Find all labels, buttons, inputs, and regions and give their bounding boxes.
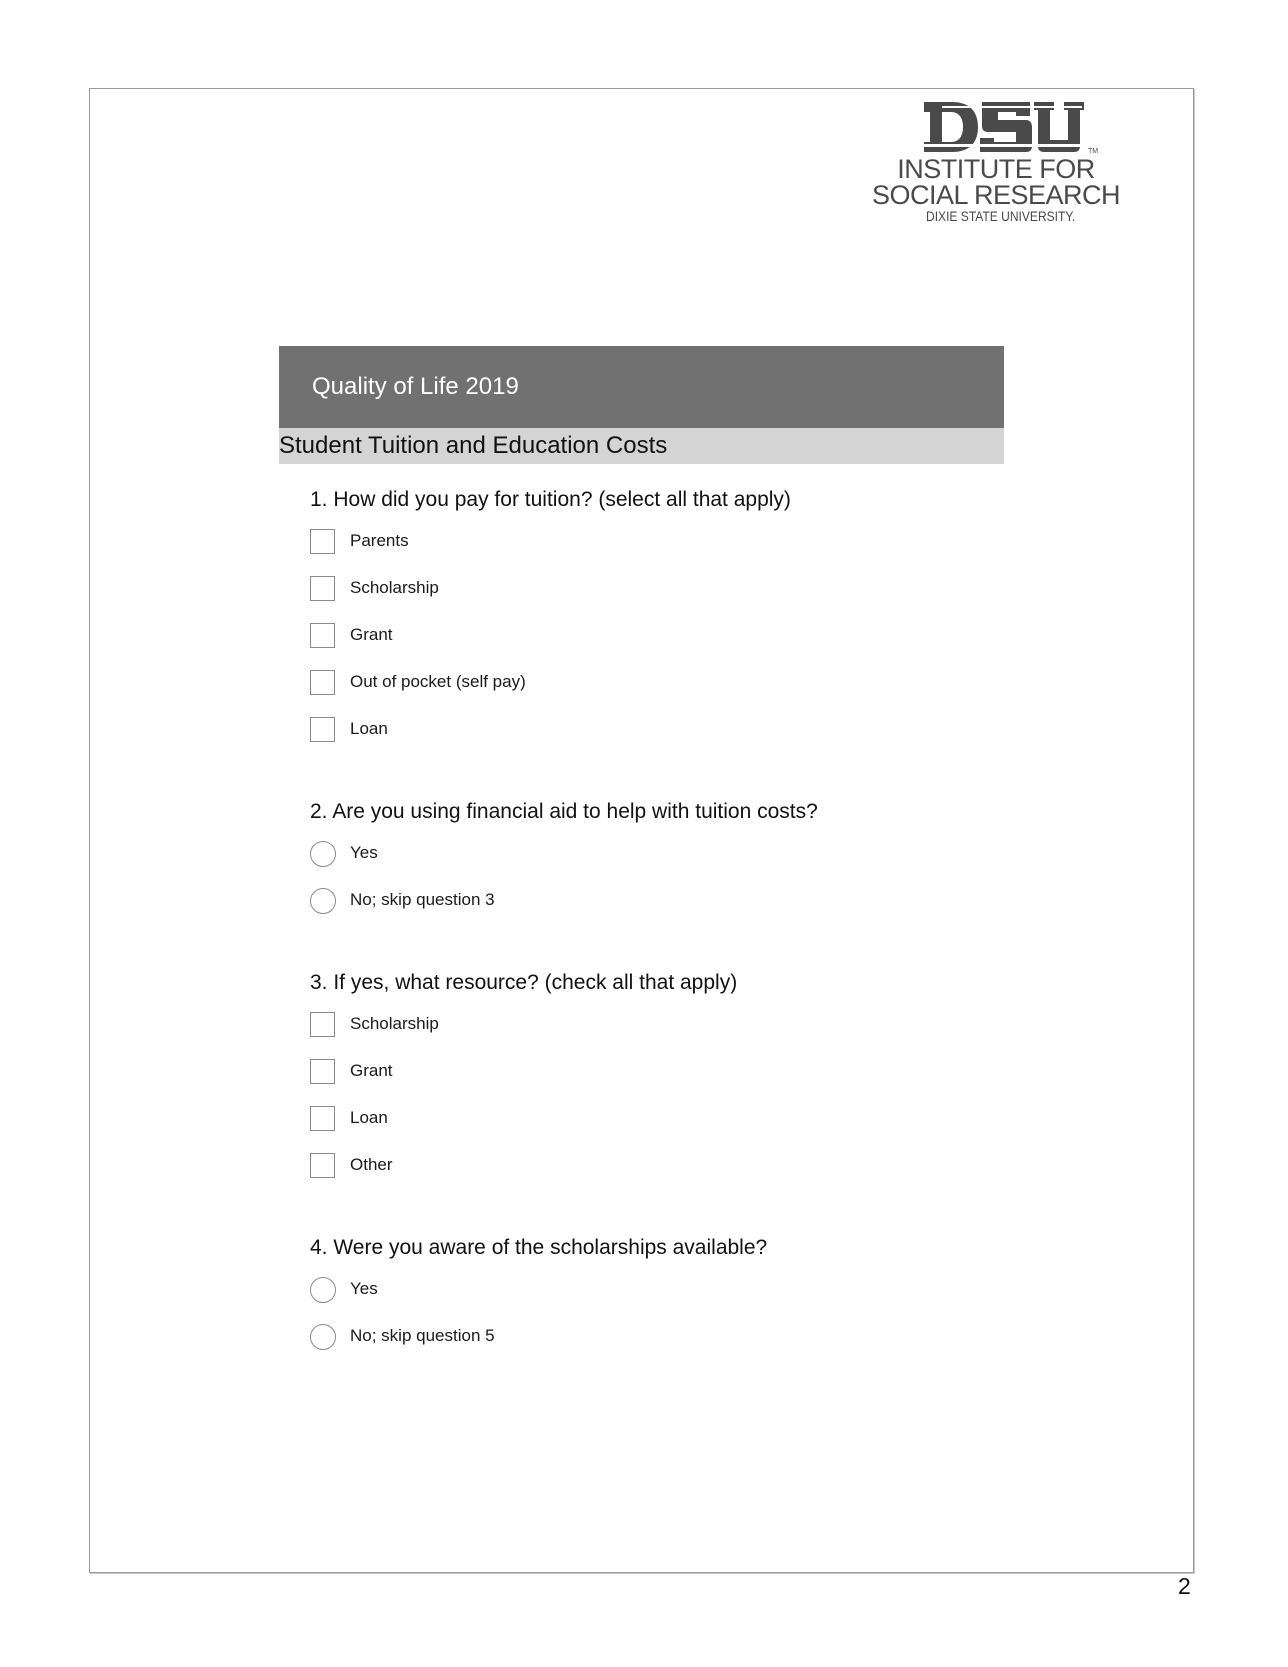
question-1: [310, 487, 1010, 764]
checkbox[interactable]: [310, 670, 335, 695]
option-no[interactable]: [310, 888, 1010, 935]
checkbox[interactable]: [310, 717, 335, 742]
option-scholarship[interactable]: [310, 1012, 1010, 1059]
dsu-logo-mark: [922, 100, 1086, 154]
question-text: 4. Were you aware of the scholarships available?: [310, 1236, 768, 1259]
logo-line-social-research: SOCIAL RESEARCH: [871, 180, 1121, 210]
option-label: Other: [350, 1155, 393, 1174]
option-label: Scholarship: [350, 578, 439, 597]
option-loan[interactable]: [310, 1106, 1010, 1153]
question-text: 3. If yes, what resource? (check all that apply): [310, 971, 738, 994]
question-text: 1. How did you pay for tuition? (select all that apply): [310, 488, 791, 511]
option-scholarship[interactable]: [310, 576, 1010, 623]
radio-button[interactable]: [310, 888, 336, 914]
option-label: Scholarship: [350, 1014, 439, 1033]
option-out-of-pocket[interactable]: [310, 670, 1010, 717]
option-label: Yes: [350, 843, 378, 862]
question-2: [310, 799, 1010, 935]
option-other[interactable]: [310, 1153, 1010, 1200]
option-label: Out of pocket (self pay): [350, 672, 526, 691]
radio-button[interactable]: [310, 841, 336, 867]
option-label: No; skip question 5: [350, 1326, 495, 1345]
checkbox[interactable]: [310, 1106, 335, 1131]
option-label: Yes: [350, 1279, 378, 1298]
option-label: Parents: [350, 531, 409, 550]
option-label: No; skip question 3: [350, 890, 495, 909]
option-grant[interactable]: [310, 623, 1010, 670]
page-number: 2: [1178, 1573, 1191, 1599]
option-grant[interactable]: [310, 1059, 1010, 1106]
option-label: Grant: [350, 1061, 393, 1080]
checkbox[interactable]: [310, 1059, 335, 1084]
option-label: Loan: [350, 719, 388, 738]
checkbox[interactable]: [310, 623, 335, 648]
option-loan[interactable]: [310, 717, 1010, 764]
logo-line-institute: INSTITUTE FOR: [897, 154, 1095, 184]
option-parents[interactable]: [310, 529, 1010, 576]
checkbox[interactable]: [310, 1153, 335, 1178]
radio-button[interactable]: [310, 1277, 336, 1303]
option-no[interactable]: [310, 1324, 1010, 1371]
option-yes[interactable]: [310, 1277, 1010, 1324]
option-yes[interactable]: [310, 841, 1010, 888]
radio-button[interactable]: [310, 1324, 336, 1350]
checkbox[interactable]: [310, 1012, 335, 1037]
question-4: [310, 1235, 1010, 1371]
checkbox[interactable]: [310, 576, 335, 601]
survey-title: Quality of Life 2019: [279, 346, 1004, 428]
logo-line-university: DIXIE STATE UNIVERSITY.: [926, 208, 1076, 224]
section-title: Student Tuition and Education Costs: [279, 428, 1004, 464]
checkbox[interactable]: [310, 529, 335, 554]
option-label: Loan: [350, 1108, 388, 1127]
logo-trademark: TM: [1088, 148, 1099, 155]
question-3: [310, 970, 1010, 1200]
dsu-logo: [860, 100, 1140, 230]
question-text: 2. Are you using financial aid to help with tuition costs?: [310, 800, 818, 823]
option-label: Grant: [350, 625, 393, 644]
